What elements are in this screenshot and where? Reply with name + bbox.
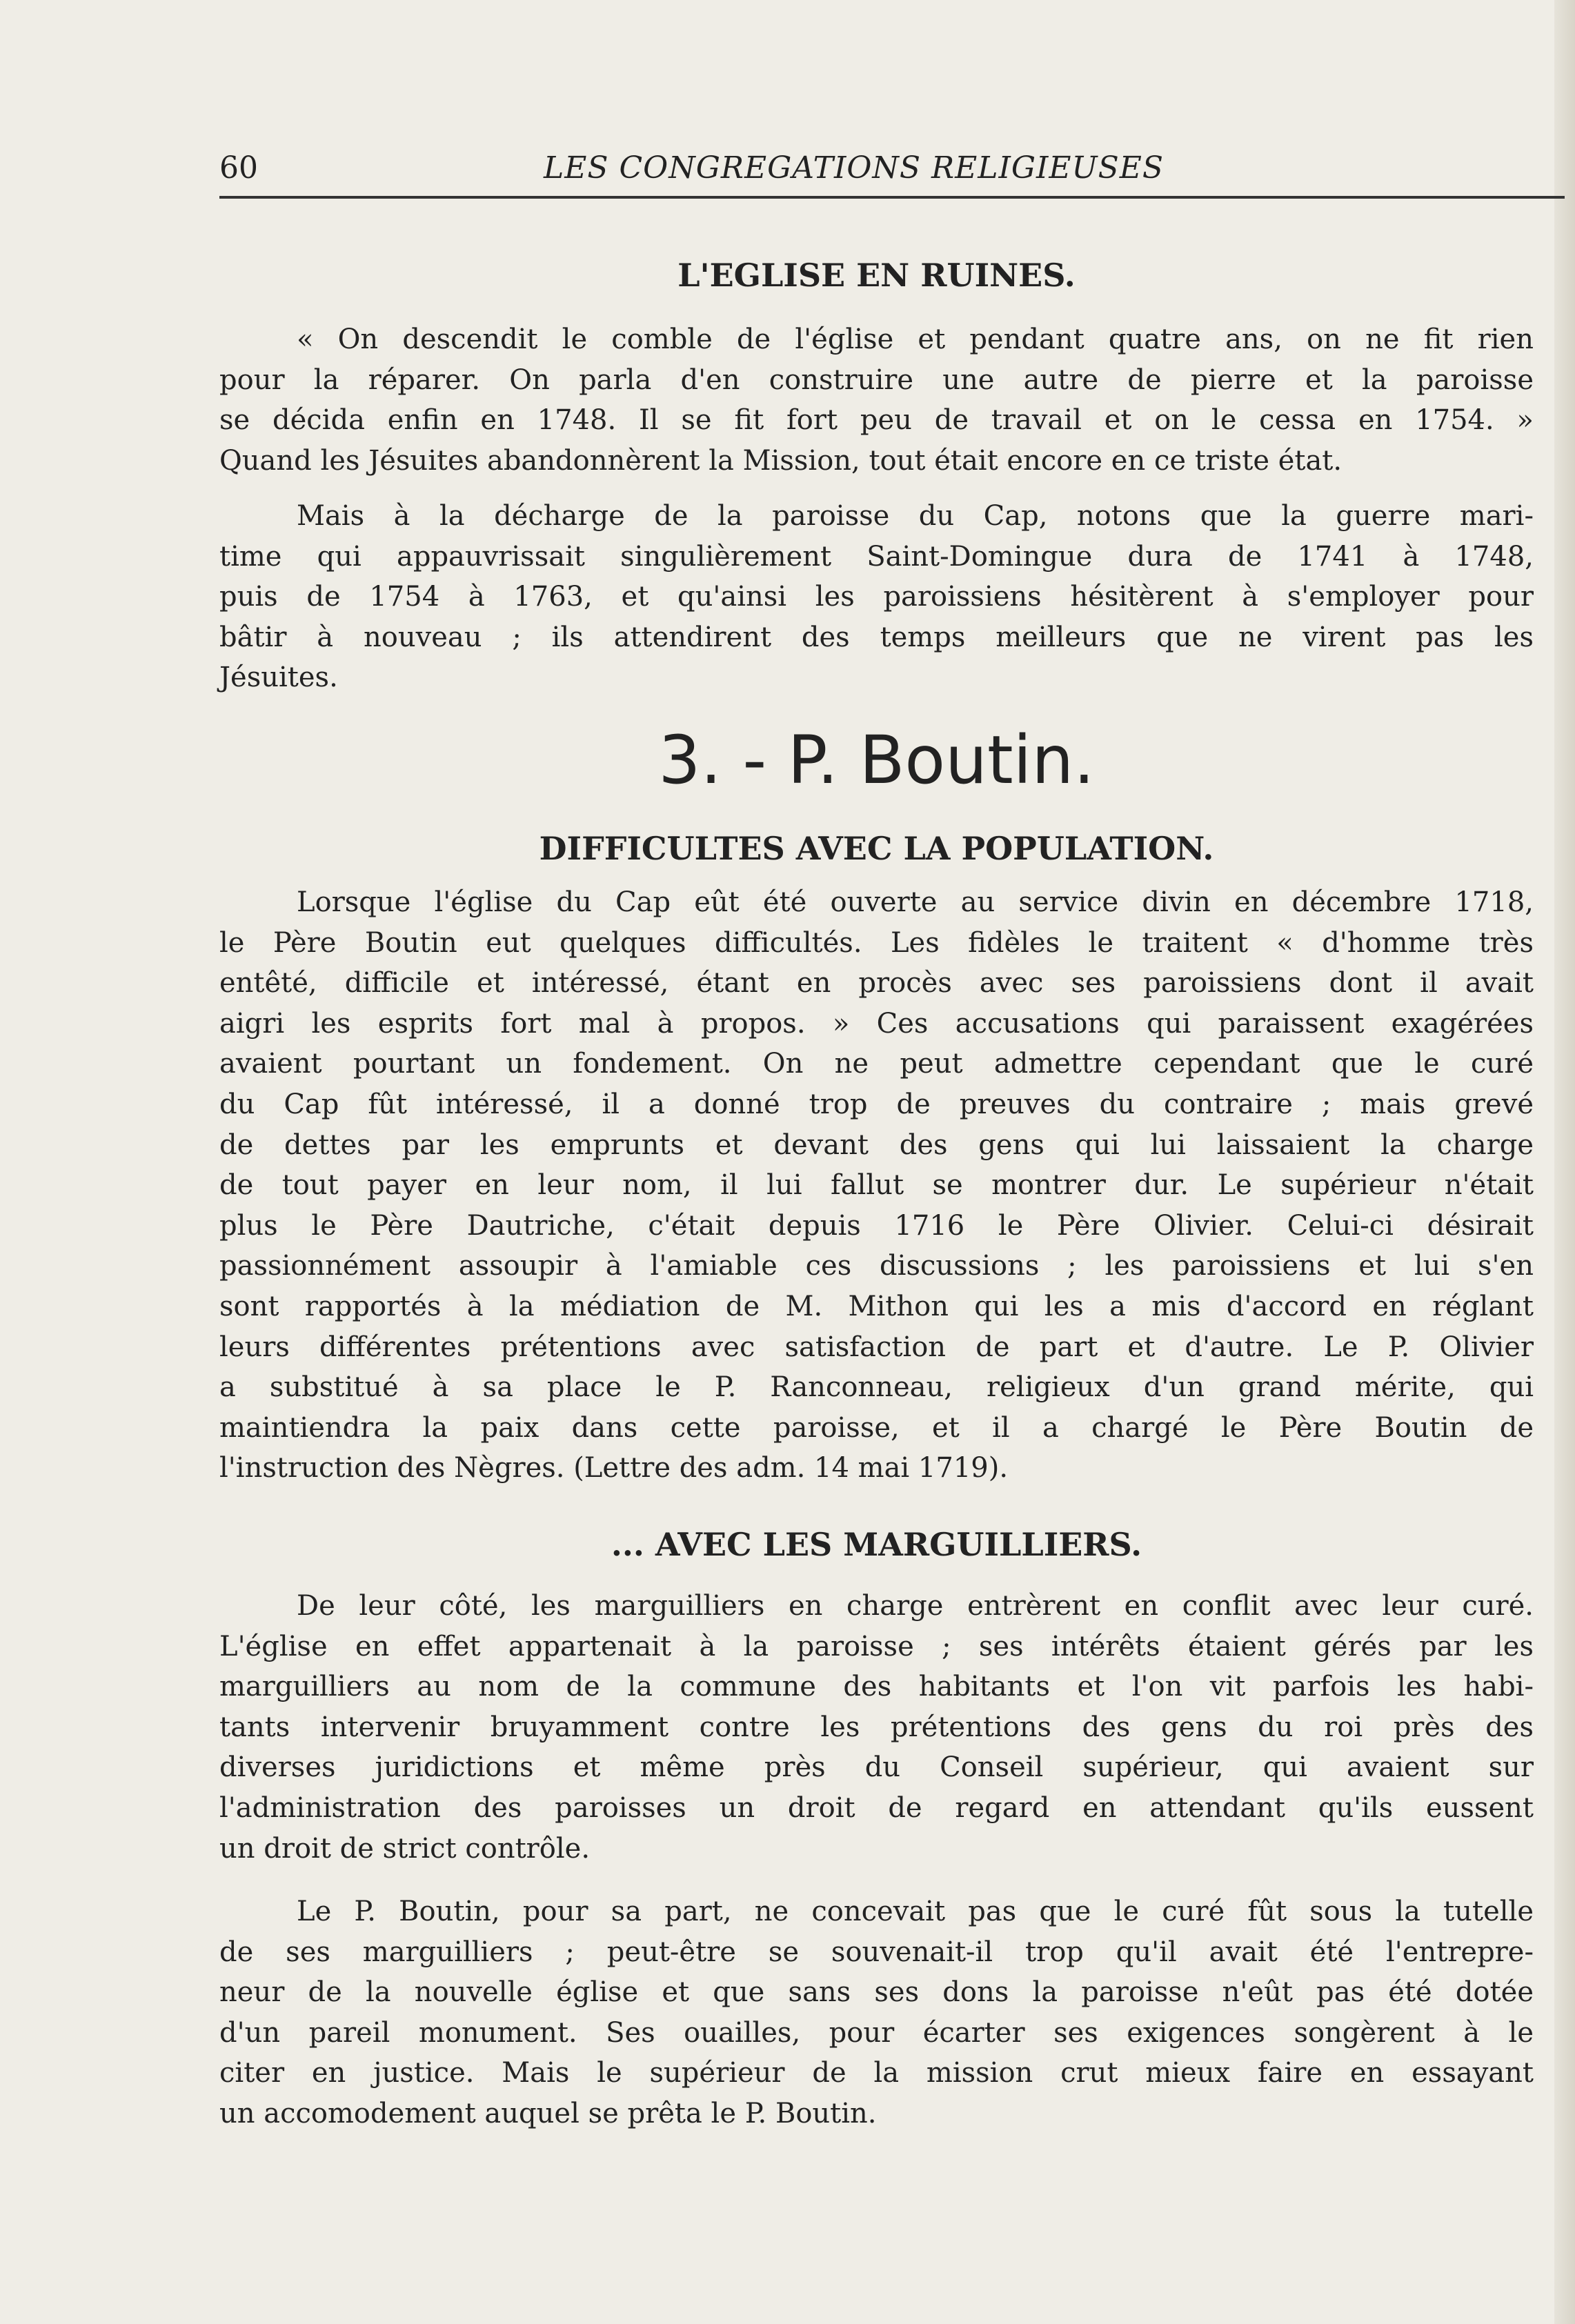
paragraph [219, 496, 1534, 698]
text-line: time qui appauvrissait singulièrement Saint-Domingue dura de 1741 à 1748, [219, 540, 1534, 573]
paragraph [219, 319, 1534, 481]
text-line: Le P. Boutin, pour sa part, ne concevait pas que le curé fût sous la tutelle [297, 1896, 1534, 1927]
text-line: Lorsque l'église du Cap eût été ouverte au service divin en décembre 1718, [297, 886, 1534, 918]
text-line: L'église en effet appartenait à la paroisse ; ses intérêts étaient gérés par les [219, 1630, 1534, 1662]
section-heading-eglise: L'EGLISE EN RUINES. [677, 257, 1076, 294]
text-line: neur de la nouvelle église et que sans ses dons la paroisse n'eût pas été dotée [219, 1976, 1534, 2009]
text-line: aigri les esprits fort mal à propos. » Ces accusations qui paraissent exagérées [219, 1007, 1534, 1040]
text-line: leurs différentes prétentions avec satisfaction de part et d'autre. Le P. Olivier [219, 1331, 1534, 1363]
text-line: de tout payer en leur nom, il lui fallut se montrer dur. Le supérieur n'était [219, 1169, 1534, 1202]
text-line: puis de 1754 à 1763, et qu'ainsi les paroissiens hésitèrent à s'employer pour [219, 581, 1534, 613]
text-line: Mais à la décharge de la paroisse du Cap, notons que la guerre mari- [297, 500, 1534, 532]
text-line: l'administration des paroisses un droit de regard en attendant qu'ils eussent [219, 1791, 1534, 1824]
text-line: d'un pareil monument. Ses ouailles, pour écarter ses exigences songèrent à le [219, 2016, 1534, 2049]
running-head: LES CONGREGATIONS RELIGIEUSES [544, 150, 1165, 186]
text-line: un accomodement auquel se prêta le P. Boutin. [219, 2097, 877, 2129]
paragraph [219, 882, 1534, 1489]
text-line: Jésuites. [219, 662, 338, 694]
text-line: Quand les Jésuites abandonnèrent la Mission, tout était encore en ce triste état. [219, 444, 1343, 477]
text-line: De leur côté, les marguilliers en charge entrèrent en conflit avec leur curé. [297, 1590, 1534, 1622]
chapter-title: 3. - P. Boutin. [658, 722, 1095, 799]
text-line: avaient pourtant un fondement. On ne peut admettre cependant que le curé [219, 1048, 1534, 1080]
page-header [219, 145, 1534, 193]
text-line: pour la réparer. On parla d'en construire une autre de pierre et la paroisse [219, 364, 1534, 396]
text-line: du Cap fût intéressé, il a donné trop de preuves du contraire ; mais grevé [219, 1088, 1534, 1120]
text-line: diverses juridictions et même près du Conseil supérieur, qui avaient sur [219, 1751, 1534, 1784]
paragraph [219, 1586, 1534, 1869]
text-line: maintiendra la paix dans cette paroisse, et il a chargé le Père Boutin de [219, 1411, 1534, 1444]
paragraph [219, 1891, 1534, 2134]
page-edge-shadow [1554, 0, 1575, 2324]
section-heading-difficultes: DIFFICULTES AVEC LA POPULATION. [539, 830, 1214, 867]
page-number: 60 [219, 150, 258, 186]
text-line: de dettes par les emprunts et devant des gens qui lui laissaient la charge [219, 1129, 1534, 1161]
text-line: tants intervenir bruyamment contre les prétentions des gens du roi près des [219, 1711, 1534, 1743]
text-line: se décida enfin en 1748. Il se fit fort peu de travail et on le cessa en 1754. » [219, 404, 1534, 437]
text-line: de ses marguilliers ; peut-être se souvenait-il trop qu'il avait été l'entrepre- [219, 1936, 1534, 1968]
text-line: passionnément assoupir à l'amiable ces discussions ; les paroissiens et lui s'en [219, 1250, 1534, 1282]
text-line: citer en justice. Mais le supérieur de la mission crut mieux faire en essayant [219, 2057, 1534, 2089]
text-line: un droit de strict contrôle. [219, 1832, 591, 1865]
header-rule [219, 196, 1565, 199]
text-line: bâtir à nouveau ; ils attendirent des temps meilleurs que ne virent pas les [219, 621, 1534, 653]
text-line: marguilliers au nom de la commune des habitants et l'on vit parfois les habi- [219, 1671, 1534, 1703]
text-line: sont rapportés à la médiation de M. Mithon qui les a mis d'accord en réglant [219, 1290, 1534, 1322]
section-heading-marguilliers: ... AVEC LES MARGUILLIERS. [611, 1526, 1142, 1563]
text-line: entêté, difficile et intéressé, étant en procès avec ses paroissiens dont il avait [219, 967, 1534, 1000]
text-line: « On descendit le comble de l'église et pendant quatre ans, on ne fit rien [297, 324, 1534, 355]
text-line: le Père Boutin eut quelques difficultés. Les fidèles le traitent « d'homme très [219, 926, 1534, 959]
text-line: a substitué à sa place le P. Ranconneau, religieux d'un grand mérite, qui [219, 1371, 1534, 1404]
text-line: l'instruction des Nègres. (Lettre des adm. 14 mai 1719). [219, 1452, 1009, 1484]
text-line: plus le Père Dautriche, c'était depuis 1716 le Père Olivier. Celui-ci désirait [219, 1209, 1534, 1242]
